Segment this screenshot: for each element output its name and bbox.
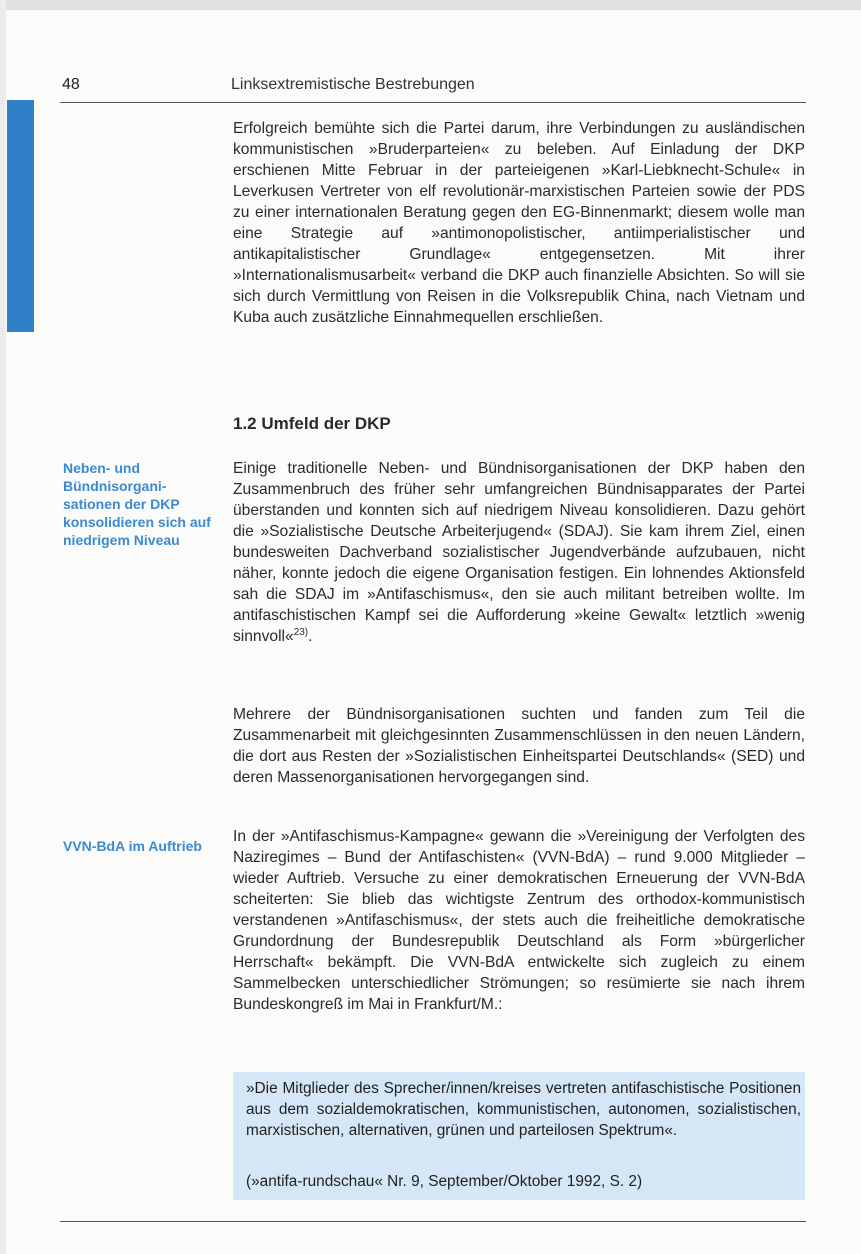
footnote-reference[interactable]: 23) [293, 626, 309, 638]
scan-top-edge [0, 0, 861, 10]
header-rule [60, 102, 806, 103]
paragraph-sdaj [233, 458, 805, 647]
paragraph-cooperation: Mehrere der Bündnisorganisationen suchten und fanden zum Teil die Zusammenarbeit mit gleichgesinnten Zusammenschlüssen in den neuen Ländern, die dort aus Resten der »Sozialistischen Einheitspartei Deutschlands« (SED) und deren Massenorganisationen hervorgegangen sind. [233, 706, 805, 786]
paragraph-vvn-bda: In der »Antifaschismus-Kampagne« gewann die »Vereinigung der Verfolgten des Naziregimes – Bund der Antifaschisten« (VVN-BdA) – rund 9.000 Mitglieder – wieder Auftrieb. Versuche zu einer demokratischen Erneuerung der VVN-BdA scheiterten: Sie blieb das wichtigste Zentrum des orthodox-kommunistisch verstandenen »Antifaschismus«, der stets auch die freiheitliche demokratische Grundordnung der Bundesrepublik Deutschland als Form »bürgerlicher Herrschaft« bekämpft. Die VVN-BdA entwickelte sich zugleich zu einem Sammelbecken unterschiedlicher Strömungen; so resümierte sie nach ihrem Bundeskongreß im Mai in Frankfurt/M.: [233, 828, 805, 1013]
footer-rule [60, 1221, 806, 1222]
scan-left-edge [0, 0, 6, 1254]
quote-source: (»antifa-rundschau« Nr. 9, September/Oktober 1992, S. 2) [246, 1173, 643, 1190]
sidenote-neben-und-buendnisorganisationen: Neben- und Bündnisorgani-sationen der DKP konsolidieren sich auf niedrigem Niveau [63, 460, 211, 548]
paragraph-sdaj-end: . [308, 628, 313, 645]
page-number: 48 [62, 76, 80, 93]
quote-text: »Die Mitglieder des Sprecher/innen/kreises vertreten antifaschistische Positionen aus dem sozialdemokratischen, kommunistischen, autonomen, sozialistischen, marxistischen, alternativen, grünen und parteilosen Spektrum«. [246, 1080, 801, 1139]
chapter-marker-bar [7, 100, 34, 332]
paragraph-international-relations: Erfolgreich bemühte sich die Partei darum, ihre Verbindungen zu ausländischen kommunistischen »Bruderparteien« zu beleben. Auf Einladung der DKP erschienen Mitte Februar in der parteieigenen »Karl-Liebknecht-Schule« in Leverkusen Vertreter von elf revolutionär-marxistischen Parteien sowie der PDS zu einer internationalen Beratung gegen den EG-Binnenmarkt; diesem wolle man eine Strategie auf »antimonopolistischer, antiimperialistischer und antikapitalistischer Grundlage« entgegensetzen. Mit ihrer »Internationalismusarbeit« verband die DKP auch finanzielle Absichten. So will sie sich durch Vermittlung von Reisen in die Volksrepublik China, nach Vietnam und Kuba auch zusätzliche Einnahmequellen erschließen. [233, 120, 805, 326]
running-head: Linksextremistische Bestrebungen [231, 76, 475, 93]
section-heading: 1.2 Umfeld der DKP [233, 414, 391, 433]
paragraph-sdaj-text: Einige traditionelle Neben- und Bündnisorganisationen der DKP haben den Zusammenbruch des früher sehr umfangreichen Bündnisapparates der Partei überstanden und konnten sich auf niedrigem Niveau konsolidieren. Dazu gehört die »Sozialistische Deutsche Arbeiterjugend« (SDAJ). Sie kam ihrem Ziel, einen bundesweiten Dachverband sozialistischer Jugendverbände aufzubauen, nicht näher, konnte jedoch die eigene Organisation festigen. Ein lohnendes Aktionsfeld sah die SDAJ im »Antifaschismus«, den sie auch militant betreiben wollte. Im antifaschistischen Kampf sei die Aufforderung »keine Gewalt« letztlich »wenig sinnvoll« [233, 460, 805, 645]
sidenote-vvn-bda: VVN-BdA im Auftrieb [63, 838, 202, 854]
